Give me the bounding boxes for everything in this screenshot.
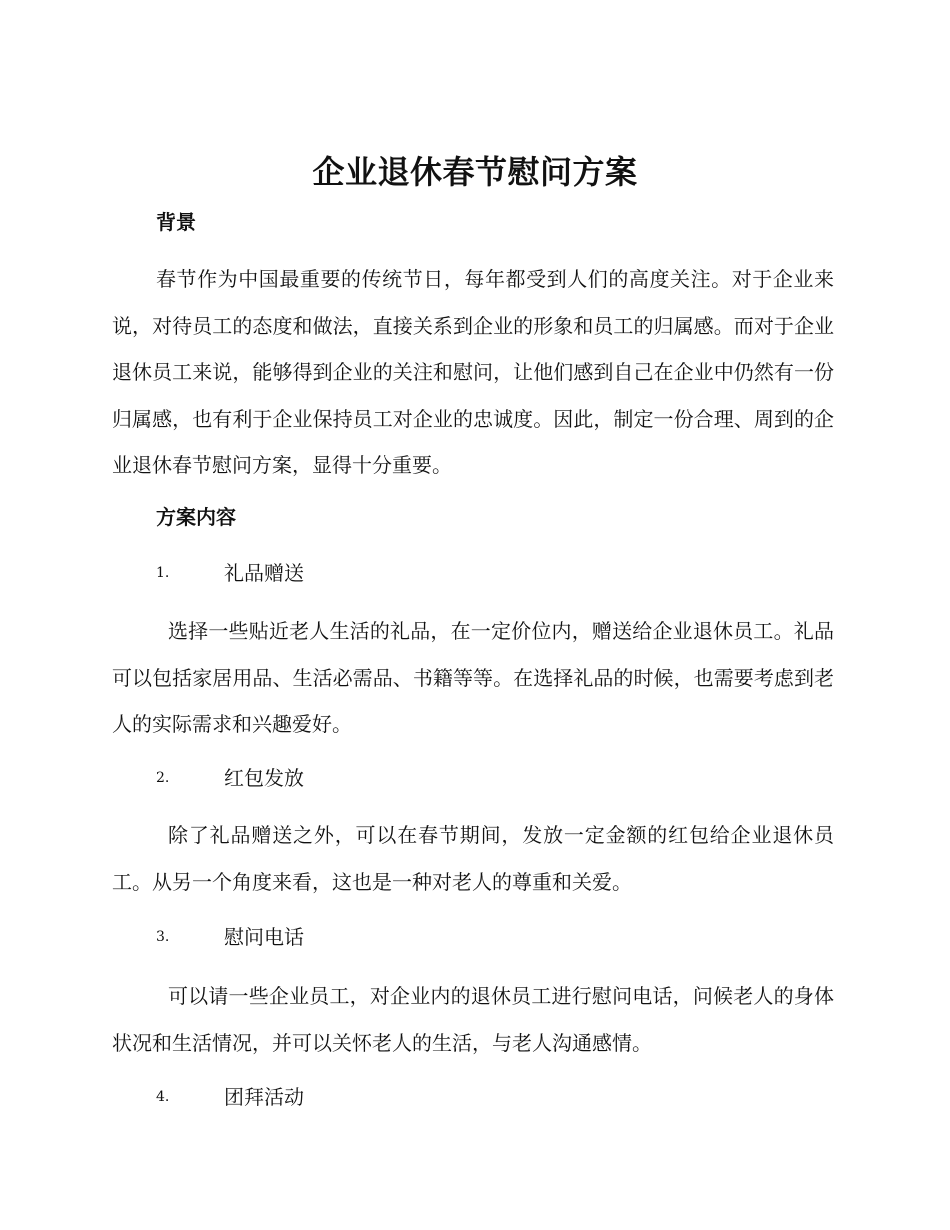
list-item-label: 红包发放 xyxy=(224,766,304,790)
list-item-label: 礼品赠送 xyxy=(224,561,304,585)
background-paragraph: 春节作为中国最重要的传统节日，每年都受到人们的高度关注。对于企业来说，对待员工的态度和做法，直接关系到企业的形象和员工的归属感。而对于企业退休员工来说，能够得到企业的关注和慰问，让他们感到自己在企业中仍然有一份归属感，也有利于企业保持员工对企业的忠诚度。因此，制定一份合理、周到的企业退休春节慰问方案，显得十分重要。 xyxy=(112,267,834,478)
list-item-label: 团拜活动 xyxy=(224,1085,304,1109)
section-heading-plan: 方案内容 xyxy=(156,505,236,529)
list-item-label: 慰问电话 xyxy=(224,925,304,949)
phone-call-paragraph: 可以请一些企业员工，对企业内的退休员工进行慰问电话，问候老人的身体状况和生活情况，并可以关怀老人的生活，与老人沟通感情。 xyxy=(112,984,834,1055)
red-envelope-paragraph: 除了礼品赠送之外，可以在春节期间，发放一定金额的红包给企业退休员工。从另一个角度来看，这也是一种对老人的尊重和关爱。 xyxy=(112,823,834,894)
list-number: 3. xyxy=(156,929,170,945)
gift-paragraph: 选择一些贴近老人生活的礼品，在一定价位内，赠送给企业退休员工。礼品可以包括家居用品、生活必需品、书籍等等。在选择礼品的时候，也需要考虑到老人的实际需求和兴趣爱好。 xyxy=(112,619,834,737)
document-title: 企业退休春节慰问方案 xyxy=(312,153,638,191)
list-number: 2. xyxy=(156,770,170,786)
section-heading-background: 背景 xyxy=(156,210,196,234)
list-number: 1. xyxy=(156,565,170,581)
list-number: 4. xyxy=(156,1089,170,1105)
